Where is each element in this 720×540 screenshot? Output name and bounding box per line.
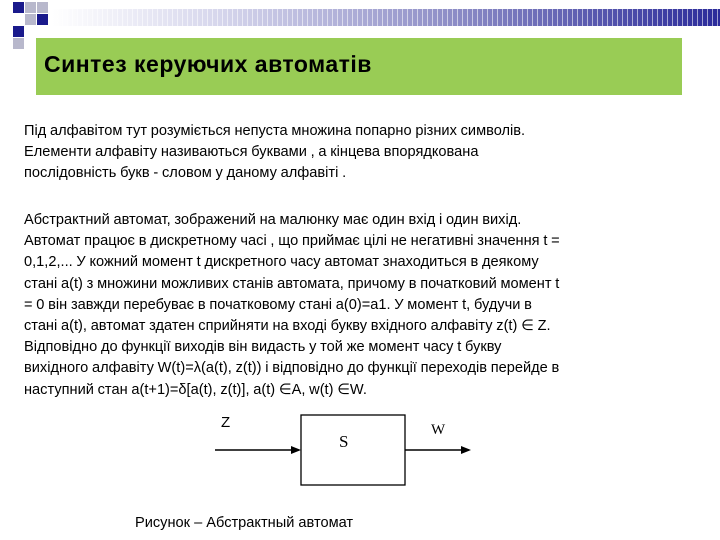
automaton-diagram [205,410,475,490]
decor-square [13,38,24,49]
input-label: Z [221,414,231,431]
decor-square [13,26,24,37]
state-box [301,415,405,485]
text-line: Автомат працює в дискретному часі , що приймає цілі не негативні значення t = [24,233,560,250]
text-line: Елементи алфавіту називаються буквами , а кінцева впорядкована [24,144,479,161]
decor-square [25,2,36,13]
text-line: = 0 він завжди перебуває в початковому стані a(0)=a1. У момент t, будучи в [24,296,532,313]
header-gradient-band [52,9,720,26]
decor-square [13,2,24,13]
text-line: Відповідно до функції виходів він видасть у той же момент часу t букву [24,339,502,356]
text-line: послідовність букв - словом у даному алфавіті . [24,165,347,182]
decor-square [25,14,36,25]
text-line: стані a(t) з множини можливих станів автомата, причому в початковий момент t [24,275,560,292]
text-line: вихідного алфавіту W(t)=λ(a(t), z(t)) і відповідно до функції переходів перейде в [24,360,560,377]
text-line: Абстрактний автомат, зображений на малюнку має один вхід і один вихід. [24,212,522,228]
slide-title: Синтез керуючих автоматів [44,51,372,77]
figure-caption: Рисунок – Абстрактный автомат [135,515,354,531]
decor-square [37,14,48,25]
output-label: W [431,422,446,438]
decor-square [37,2,48,13]
input-arrowhead [291,446,301,454]
text-line: наступний стан a(t+1)=δ[a(t), z(t)], a(t) ∈A, w(t) ∈W. [24,381,367,398]
automaton-description-paragraph [24,210,704,401]
text-line: Під алфавітом тут розуміється непуста множина попарно різних символів. [24,123,526,139]
state-label: S [339,432,349,451]
text-line: стані a(t), автомат здатен сприйняти на вході букву вхідного алфавіту z(t) ∈ Z. [24,318,551,335]
title-bar [36,38,682,95]
text-line: 0,1,2,... У кожний момент t дискретного часу автомат знаходиться в деякому [24,254,539,271]
alphabet-definition-paragraph [24,121,704,185]
output-arrowhead [461,446,471,454]
